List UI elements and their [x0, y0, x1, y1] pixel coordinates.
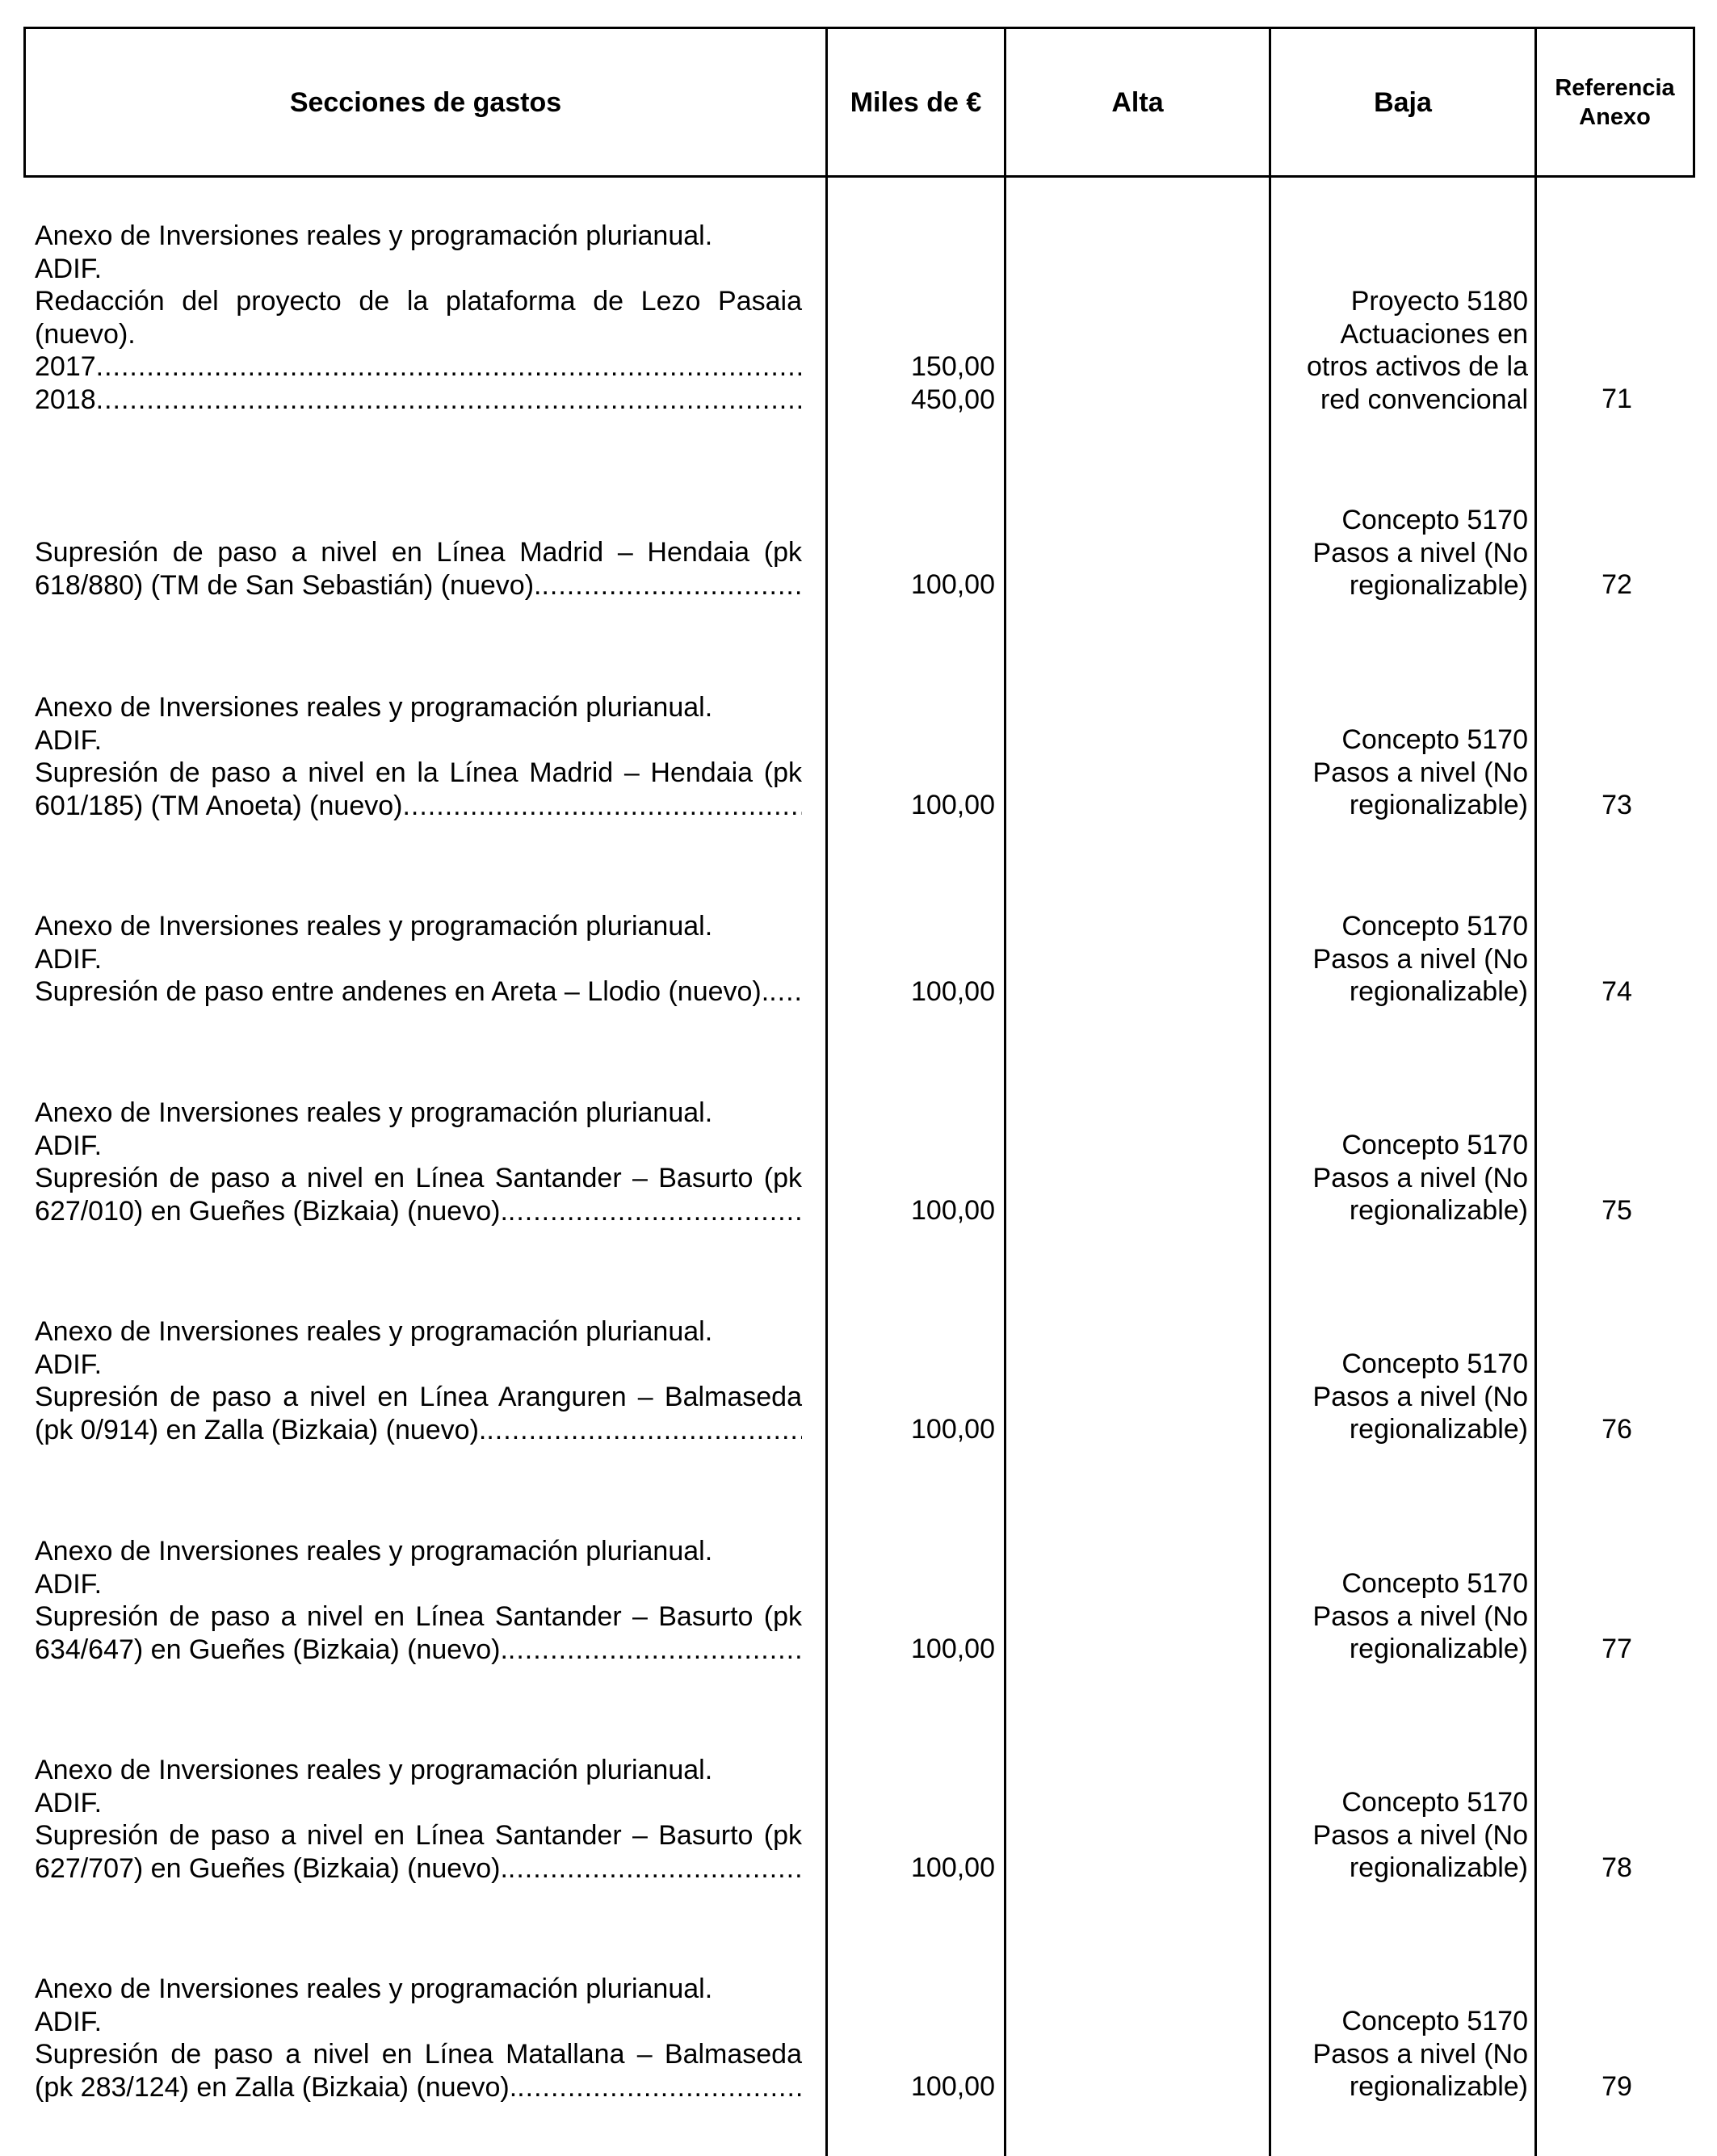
- desc-line: 601/185) (TM Anoeta) (nuevo): [35, 790, 403, 821]
- row-74-ref: 74: [1602, 976, 1632, 1007]
- row-76-baja: [1276, 1348, 1528, 1446]
- amount-value: 100,00: [911, 1195, 995, 1226]
- row-79-ref: 79: [1602, 2071, 1632, 2102]
- desc-line: 618/880) (TM de San Sebastián) (nuevo).: [35, 569, 542, 601]
- header-alta: [1006, 29, 1269, 176]
- row-73-ref: 73: [1602, 790, 1632, 820]
- row-73-amount: [832, 789, 995, 822]
- desc-line: ADIF.: [35, 1568, 103, 1600]
- desc-line: ADIF.: [35, 253, 103, 284]
- desc-line: ADIF.: [35, 943, 103, 975]
- row-77-amount: [832, 1633, 995, 1666]
- desc-line: (nuevo).: [35, 318, 136, 350]
- baja-line: Concepto 5170: [1341, 911, 1528, 942]
- baja-line: Actuaciones en: [1340, 318, 1528, 350]
- row-76-ref: 76: [1602, 1414, 1632, 1445]
- desc-line: ADIF.: [35, 1787, 103, 1818]
- desc-line: Anexo de Inversiones reales y programación plurianual.: [35, 1536, 713, 1567]
- desc-line: Supresión de paso a nivel en Línea Santander – Basurto (pk: [35, 1601, 802, 1632]
- row-71-baja: [1276, 285, 1528, 416]
- baja-line: regionalizable): [1349, 976, 1528, 1007]
- desc-line: Supresión de paso a nivel en la Línea Madrid – Hendaia (pk: [35, 757, 802, 788]
- baja-line: otros activos de la: [1306, 351, 1528, 382]
- row-79-amount: [832, 2070, 995, 2104]
- baja-line: regionalizable): [1349, 1634, 1528, 1664]
- row-79-description: [35, 1973, 802, 2104]
- amount-value: 100,00: [911, 790, 995, 820]
- desc-line-leader: [35, 569, 802, 602]
- amount-value: 100,00: [911, 1852, 995, 1883]
- desc-line: Supresión de paso a nivel en Línea Aranguren – Balmaseda: [35, 1382, 802, 1412]
- row-76-amount: [832, 1413, 995, 1446]
- desc-line-leader: [35, 975, 802, 1009]
- desc-line: 627/010) en Gueñes (Bizkaia) (nuevo).: [35, 1195, 508, 1227]
- row-77-baja: [1276, 1567, 1528, 1666]
- baja-line: regionalizable): [1349, 1852, 1528, 1883]
- baja-line: Concepto 5170: [1341, 724, 1528, 755]
- row-76-description: [35, 1315, 802, 1446]
- header-baja: [1271, 29, 1534, 176]
- baja-line: regionalizable): [1349, 790, 1528, 820]
- header-miles-label: Miles de €: [850, 86, 982, 118]
- row-77-ref: 77: [1602, 1634, 1632, 1664]
- desc-line: Anexo de Inversiones reales y programación plurianual.: [35, 220, 713, 251]
- desc-line: Supresión de paso entre andenes en Areta – Llodio (nuevo).: [35, 976, 770, 1007]
- row-71-ref: 71: [1602, 384, 1632, 414]
- header-referencia-label: Referencia: [1555, 75, 1675, 101]
- desc-line: Supresión de paso a nivel en Línea Santander – Basurto (pk: [35, 1820, 802, 1851]
- baja-line: regionalizable): [1349, 570, 1528, 601]
- desc-line: Anexo de Inversiones reales y programación plurianual.: [35, 1755, 713, 1785]
- amount-value: 100,00: [911, 569, 995, 600]
- baja-line: regionalizable): [1349, 2071, 1528, 2102]
- row-72-baja: [1276, 504, 1528, 602]
- desc-line: ADIF.: [35, 724, 103, 756]
- amount-value: 100,00: [911, 2071, 995, 2102]
- desc-line: (pk 283/124) en Zalla (Bizkaia) (nuevo).: [35, 2071, 518, 2103]
- row-74-amount: [832, 975, 995, 1009]
- row-74-description: [35, 910, 802, 1009]
- desc-line: ADIF.: [35, 1349, 103, 1380]
- baja-line: Pasos a nivel (No: [1312, 1600, 1528, 1632]
- desc-line: 634/647) en Gueñes (Bizkaia) (nuevo).: [35, 1634, 508, 1665]
- desc-line-leader: [35, 1195, 802, 1228]
- col-border-right: [1693, 27, 1695, 178]
- col-border-secciones: [825, 27, 828, 2156]
- row-72-amount: [832, 568, 995, 602]
- amount-value: 450,00: [911, 384, 995, 415]
- baja-line: regionalizable): [1349, 1195, 1528, 1226]
- desc-line: Anexo de Inversiones reales y programación plurianual.: [35, 911, 713, 942]
- year-label: 2018: [35, 384, 96, 415]
- baja-line: Pasos a nivel (No: [1312, 757, 1528, 788]
- desc-line-leader: [35, 350, 802, 384]
- row-71-description: [35, 220, 802, 416]
- desc-line: Supresión de paso a nivel en Línea Matallana – Balmaseda: [35, 2039, 802, 2070]
- header-alta-label: Alta: [1111, 86, 1164, 118]
- baja-line: regionalizable): [1349, 1414, 1528, 1445]
- row-74-baja: [1276, 910, 1528, 1009]
- amount-value: 150,00: [911, 351, 995, 382]
- desc-line-leader: [35, 1414, 802, 1447]
- amount-value: 100,00: [911, 976, 995, 1007]
- header-secciones: [26, 29, 825, 176]
- baja-line: Pasos a nivel (No: [1312, 943, 1528, 975]
- desc-line: Anexo de Inversiones reales y programación plurianual.: [35, 1097, 713, 1128]
- baja-line: Concepto 5170: [1341, 1787, 1528, 1818]
- col-border-baja: [1534, 27, 1537, 2156]
- header-baja-label: Baja: [1374, 86, 1432, 118]
- row-75-amount: [832, 1194, 995, 1227]
- desc-line: Supresión de paso a nivel en Línea Santander – Basurto (pk: [35, 1163, 802, 1193]
- row-78-description: [35, 1754, 802, 1885]
- baja-line: Pasos a nivel (No: [1312, 1819, 1528, 1851]
- desc-line: 627/707) en Gueñes (Bizkaia) (nuevo).: [35, 1852, 508, 1884]
- header-anexo-label: Anexo: [1579, 104, 1651, 130]
- year-label: 2017: [35, 351, 96, 382]
- col-border-miles: [1004, 27, 1006, 2156]
- amount-value: 100,00: [911, 1414, 995, 1445]
- col-border-alta: [1269, 27, 1271, 2156]
- row-78-ref: 78: [1602, 1852, 1632, 1883]
- row-72-ref: 72: [1602, 569, 1632, 600]
- row-77-description: [35, 1535, 802, 1666]
- header-miles: [828, 29, 1004, 176]
- desc-line-leader: [35, 384, 802, 417]
- header-secciones-label: Secciones de gastos: [289, 86, 562, 118]
- row-75-ref: 75: [1602, 1195, 1632, 1226]
- row-75-baja: [1276, 1129, 1528, 1227]
- row-78-baja: [1276, 1786, 1528, 1885]
- baja-line: Pasos a nivel (No: [1312, 1381, 1528, 1412]
- row-73-baja: [1276, 724, 1528, 822]
- row-71-amount: [832, 350, 995, 416]
- desc-line: Redacción del proyecto de la plataforma de Lezo Pasaia: [35, 286, 802, 317]
- baja-line: Concepto 5170: [1341, 1568, 1528, 1599]
- desc-line: (pk 0/914) en Zalla (Bizkaia) (nuevo).: [35, 1414, 487, 1445]
- row-75-description: [35, 1097, 802, 1227]
- row-73-description: [35, 691, 802, 822]
- baja-line: Pasos a nivel (No: [1312, 537, 1528, 568]
- desc-line-leader: [35, 1634, 802, 1667]
- desc-line: Supresión de paso a nivel en Línea Madrid – Hendaia (pk: [35, 537, 802, 568]
- desc-line-leader: [35, 2071, 802, 2104]
- baja-line: Pasos a nivel (No: [1312, 1162, 1528, 1193]
- baja-line: Pasos a nivel (No: [1312, 2038, 1528, 2070]
- row-72-description: [35, 536, 802, 602]
- baja-line: Concepto 5170: [1341, 1130, 1528, 1160]
- baja-line: Concepto 5170: [1341, 1349, 1528, 1379]
- baja-line: Concepto 5170: [1341, 2006, 1528, 2036]
- header-referencia-anexo: [1537, 29, 1693, 176]
- desc-line-leader: [35, 790, 802, 823]
- baja-line: Proyecto 5180: [1350, 286, 1528, 317]
- row-78-amount: [832, 1852, 995, 1885]
- desc-line: Anexo de Inversiones reales y programación plurianual.: [35, 1974, 713, 2004]
- baja-line: Concepto 5170: [1341, 505, 1528, 535]
- desc-line-leader: [35, 1852, 802, 1885]
- desc-line: Anexo de Inversiones reales y programación plurianual.: [35, 1316, 713, 1347]
- desc-line: ADIF.: [35, 1130, 103, 1161]
- baja-line: red convencional: [1320, 384, 1528, 415]
- desc-line: Anexo de Inversiones reales y programación plurianual.: [35, 692, 713, 723]
- row-79-baja: [1276, 2005, 1528, 2104]
- desc-line: ADIF.: [35, 2006, 103, 2037]
- amount-value: 100,00: [911, 1634, 995, 1664]
